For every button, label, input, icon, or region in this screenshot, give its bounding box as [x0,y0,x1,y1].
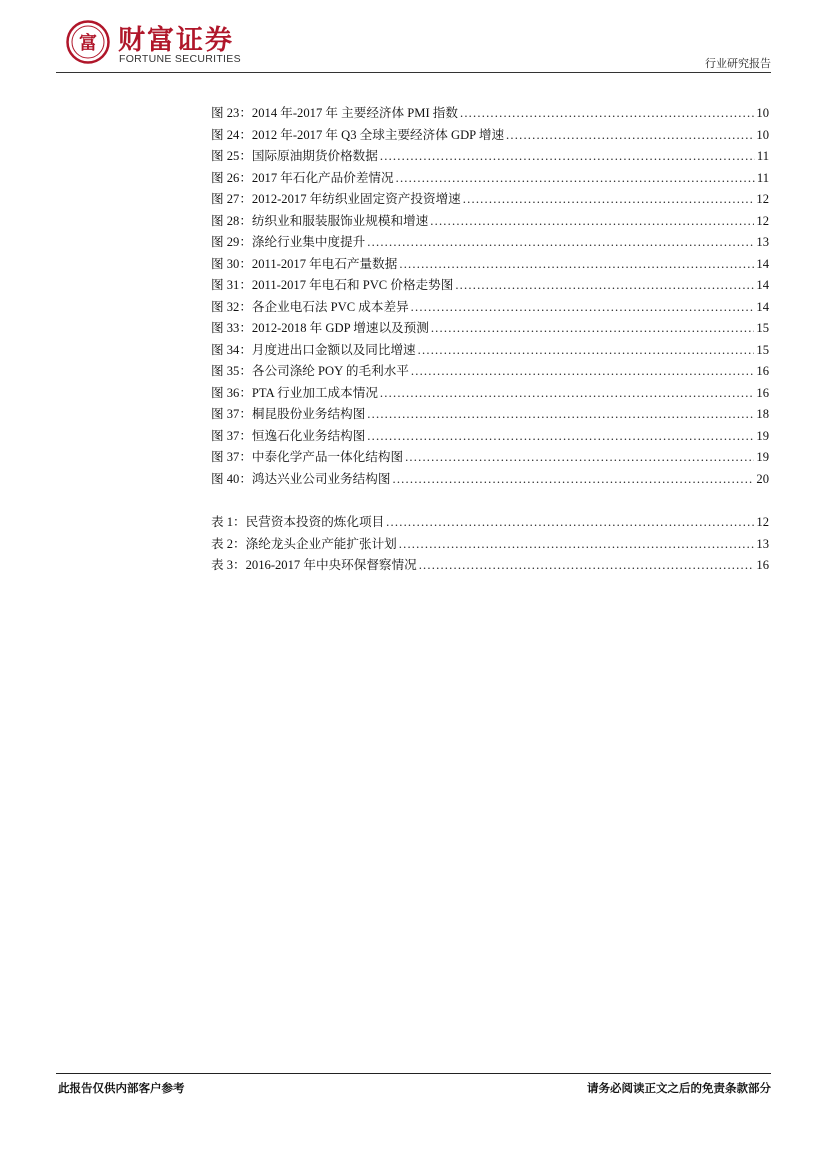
dot-leader [399,537,755,552]
table-toc-entry-page-number: 12 [756,515,769,529]
dot-leader [411,364,755,379]
figure-toc-entry-page-number: 16 [756,364,769,378]
figure-toc-entry-page-number: 12 [756,213,769,228]
figure-toc-entry[interactable] [211,124,769,146]
figure-toc-entry[interactable] [211,188,769,210]
logo-mark-text: 富 [79,33,97,54]
figure-toc-entry-label: 图 37：桐昆股份业务结构图 [211,407,366,421]
figure-toc-entry-page-number: 18 [756,407,769,421]
figure-toc-entry-label: 图 30：2011-2017 年电石产量数据 [211,256,398,271]
dot-leader [455,278,754,293]
figure-toc-entry-label: 图 27：2012-2017 年纺织业固定资产投资增速 [211,192,461,206]
report-type: 行业研究报告 [705,57,771,70]
figure-toc-entry-page-number: 20 [756,471,769,486]
figure-toc-entry-label: 图 23：2014 年-2017 年 主要经济体 PMI 指数 [211,106,458,120]
figure-toc-entry-page-number: 10 [756,127,769,142]
figure-toc-entry-page-number: 13 [756,235,769,249]
figure-toc-entry[interactable] [211,446,769,468]
figure-toc-entry-label: 图 34：月度进出口金额以及同比增速 [211,342,416,357]
dot-leader [411,300,755,315]
table-list [211,511,769,576]
dot-leader [380,149,755,164]
figure-toc-entry-page-number: 19 [756,450,769,464]
figure-toc-entry-page-number: 11 [756,149,769,163]
figure-toc-entry-page-number: 10 [756,106,769,120]
figure-toc-entry[interactable] [211,296,769,318]
dot-leader [430,214,754,229]
figure-toc-entry[interactable] [211,339,769,361]
table-toc-entry[interactable] [211,554,769,576]
figure-toc-entry[interactable] [211,360,769,382]
dot-leader [418,343,755,358]
table-toc-entry-label: 表 3：2016-2017 年中央环保督察情况 [211,558,417,572]
figure-toc-entry-label: 图 32：各企业电石法 PVC 成本差异 [211,299,409,314]
figure-toc-entry[interactable] [211,274,769,296]
figure-toc-entry-page-number: 12 [756,192,769,206]
figure-toc-entry-label: 图 26：2017 年石化产品价差情况 [211,170,394,185]
dot-leader [380,386,754,401]
dot-leader [431,321,755,336]
figure-toc-entry-label: 图 31：2011-2017 年电石和 PVC 价格走势图 [211,278,454,292]
figure-toc-entry[interactable] [211,145,769,167]
figure-toc-entry[interactable] [211,167,769,189]
figure-toc-entry[interactable] [211,210,769,232]
figure-toc-entry-label: 图 33：2012-2018 年 GDP 增速以及预测 [211,321,429,335]
table-toc-entry-page-number: 16 [756,558,769,572]
dot-leader [367,429,754,444]
brand-name-en: FORTUNE SECURITIES [119,53,241,65]
figure-toc-entry-label: 图 35：各公司涤纶 POY 的毛利水平 [211,364,409,378]
dot-leader [506,128,754,143]
figure-toc-entry-page-number: 15 [756,342,769,357]
page-header [0,0,827,75]
figure-toc-entry[interactable] [211,425,769,447]
figure-toc-entry-page-number: 14 [756,278,769,292]
figure-toc-entry[interactable] [211,403,769,425]
dot-leader [392,472,754,487]
figure-toc-entry[interactable] [211,253,769,275]
figure-toc-entry-label: 图 28：纺织业和服装服饰业规模和增速 [211,213,429,228]
dot-leader [405,450,754,465]
figure-toc-entry-page-number: 19 [756,428,769,443]
brand-name-cn: 财富证券 [118,25,234,56]
table-toc-entry-page-number: 13 [756,536,769,551]
dot-leader [367,235,754,250]
figure-toc-entry-label: 图 37：中泰化学产品一体化结构图 [211,450,404,464]
figure-toc-entry-page-number: 11 [756,170,769,185]
figure-toc-entry-label: 图 37：恒逸石化业务结构图 [211,428,366,443]
figure-toc-entry-page-number: 15 [756,321,769,335]
footer-disclaimer-left: 此报告仅供内部客户参考 [58,1081,185,1095]
figure-toc-entry[interactable] [211,102,769,124]
figure-toc-entry-page-number: 16 [756,385,769,400]
figure-toc-entry-page-number: 14 [756,299,769,314]
footer-divider [56,1073,771,1074]
figure-toc-entry-label: 图 25：国际原油期货价格数据 [211,149,378,163]
figure-toc-entry-label: 图 29：涤纶行业集中度提升 [211,235,366,249]
footer-disclaimer-right: 请务必阅读正文之后的免责条款部分 [587,1081,771,1095]
dot-leader [399,257,754,272]
figure-toc-entry[interactable] [211,231,769,253]
dot-leader [460,106,754,121]
dot-leader [396,171,755,186]
figure-toc-entry-label: 图 40：鸿达兴业公司业务结构图 [211,471,391,486]
figure-toc-entry-page-number: 14 [756,256,769,271]
figure-toc-entry-label: 图 36：PTA 行业加工成本情况 [211,385,378,400]
table-toc-entry-label: 表 1：民营资本投资的炼化项目 [211,515,385,529]
table-toc-entry[interactable] [211,533,769,555]
figure-toc-entry[interactable] [211,382,769,404]
figure-list [211,102,769,489]
fortune-logo-icon [66,20,110,64]
figure-toc-entry-label: 图 24：2012 年-2017 年 Q3 全球主要经济体 GDP 增速 [211,127,505,142]
table-toc-entry[interactable] [211,511,769,533]
dot-leader [419,558,755,573]
dot-leader [386,515,754,530]
figure-toc-entry[interactable] [211,317,769,339]
table-toc-entry-label: 表 2：涤纶龙头企业产能扩张计划 [211,536,397,551]
dot-leader [463,192,755,207]
dot-leader [367,407,754,422]
figure-toc-entry[interactable] [211,468,769,490]
header-divider [56,72,771,73]
